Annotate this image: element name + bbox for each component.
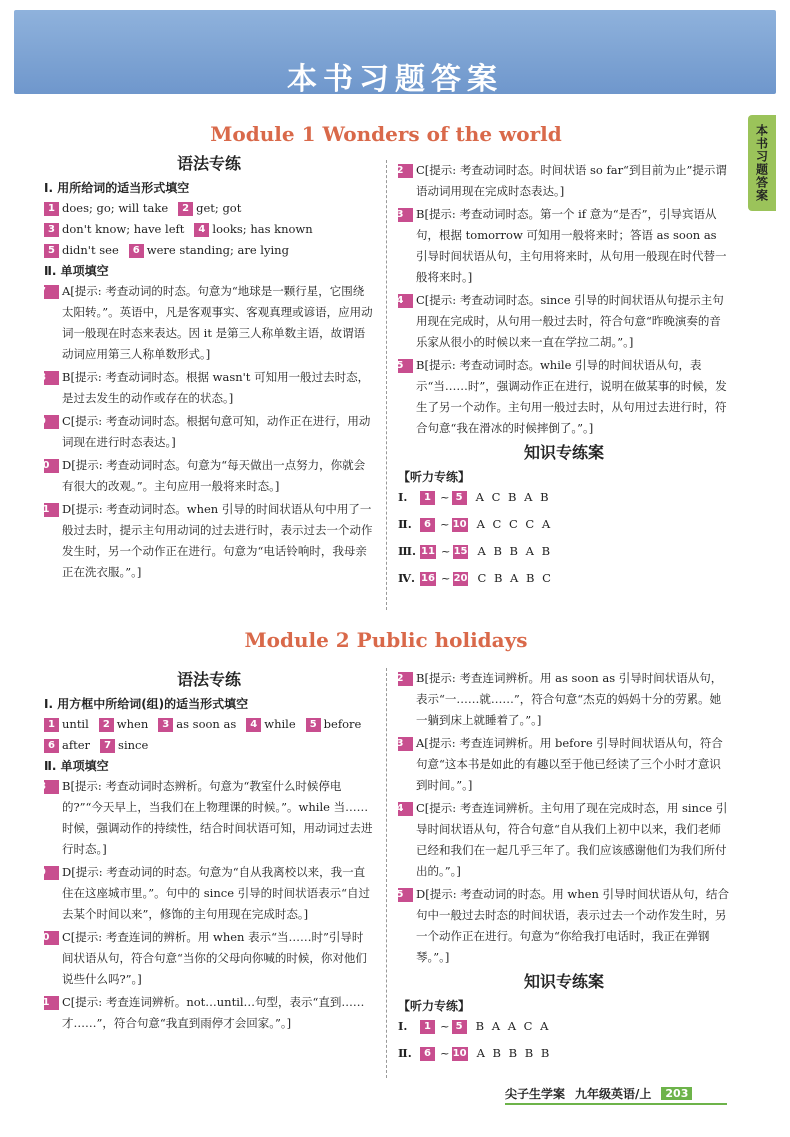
module2-listening-title: 【听力专练】 (398, 999, 471, 1013)
module1-sec2-title: Ⅱ. 单项填空 (44, 264, 109, 278)
answer-item (35, 927, 374, 990)
number-box: 1 (420, 491, 435, 505)
listening-row (398, 1043, 730, 1064)
fill-answer: get; got (196, 201, 242, 215)
answer-item (39, 862, 374, 925)
range-tilde: ~ (440, 517, 450, 531)
module2-divider (386, 668, 387, 1078)
fill-answer: as soon as (176, 717, 237, 731)
fill-item (44, 219, 184, 240)
module1-listening-title: 【听力专练】 (398, 470, 471, 484)
fill-item (44, 240, 119, 261)
module1-right-column (389, 160, 730, 595)
module1-divider (386, 160, 387, 610)
number-box: 8 (44, 371, 59, 385)
number-box: 3 (44, 223, 59, 237)
number-box: 15 (453, 546, 468, 557)
listening-answers: A B B B B (476, 1046, 552, 1060)
answer-item (389, 668, 730, 731)
fill-item (44, 735, 90, 756)
listening-answers: C B A B C (477, 571, 553, 585)
module2-knowledge-title: 知识专练案 (523, 972, 604, 991)
fill-answer: were standing; are lying (146, 243, 289, 257)
page-footer (505, 1083, 727, 1105)
answer-item (389, 884, 730, 968)
answer-item (35, 455, 374, 497)
answer-item (39, 411, 374, 453)
module2-right-column (389, 668, 730, 1070)
number-box: 3 (158, 718, 173, 732)
answer-item (35, 992, 374, 1034)
fill-answer: don't know; have left (62, 222, 185, 236)
fill-item (100, 735, 148, 756)
number-box: 5 (452, 1020, 467, 1034)
number-box: 2 (178, 202, 193, 216)
answer-text: D[提示: 考查动词的时态。句意为“自从我离校以来，我一直住在这座城市里。”。句中的 since 引导的时间状语表示“自过去某个时间以来”，修饰的主句用现在完成时态。] (62, 865, 371, 921)
answer-item (35, 499, 374, 583)
answer-item (39, 776, 374, 860)
number-box: 16 (421, 573, 435, 584)
answer-item (389, 355, 730, 439)
number-box: 5 (306, 718, 321, 732)
fill-answer: after (62, 738, 91, 752)
answer-text: C[提示: 考查动词时态。时间状语 so far“到目前为止”提示谓语动词用现在完成时态表达。] (416, 163, 727, 198)
number-box: 4 (246, 718, 261, 732)
range-tilde: ~ (440, 1046, 450, 1060)
module1-grammar-title: 语法专练 (176, 154, 241, 173)
fill-answer: looks; has known (212, 222, 313, 236)
number-box: 13 (398, 737, 413, 751)
answer-text: C[提示: 考查连词辨析。not…until…句型，表示“直到……才……”，符合句意“我直到雨停才会回家。”。] (62, 995, 365, 1030)
number-box: 11 (44, 996, 59, 1010)
range-tilde: ~ (440, 1019, 450, 1033)
fill-answer: while (264, 717, 296, 731)
number-box: 5 (452, 491, 467, 505)
fill-item (246, 714, 295, 735)
module2-sec2-title: Ⅱ. 单项填空 (44, 759, 109, 773)
fill-item (44, 198, 168, 219)
number-box: 14 (398, 802, 413, 816)
answer-text: B[提示: 考查动词时态。根据 wasn't 可知用一般过去时态，是过去发生的动作或存在的状态。] (62, 370, 370, 405)
number-box: 4 (194, 223, 209, 237)
listening-row (398, 1016, 730, 1037)
answer-text: C[提示: 考查连词辨析。主句用了现在完成时态，用 since 引导时间状语从句，符合句意“自从我们上初中以来，我们老师已经和我们在一起几乎三年了。我们应该感谢他们为我们所付出的。”。] (416, 801, 728, 878)
listening-label: Ⅳ. (398, 571, 416, 585)
page-title: 本书习题答案 (287, 62, 503, 97)
number-box: 10 (44, 459, 59, 473)
number-box: 10 (452, 519, 467, 530)
answer-text: B[提示: 考查动词时态。while 引导的时间状语从句，表示“当……时”，强调动作正在进行，说明在做某事的时候，发生了另一个动作。主句用一般过去时，从句用过去进行时，符合句意“我在滑冰的时候摔倒了。”。] (416, 358, 727, 435)
module2-left-items (35, 776, 374, 1034)
range-tilde: ~ (440, 544, 451, 558)
fill-item (178, 198, 241, 219)
footer-grade: 九年级英语/上 (575, 1086, 652, 1101)
number-box: 13 (398, 208, 413, 222)
answer-text: C[提示: 考查动词时态。根据句意可知，动作正在进行，用动词现在进行时态表达。] (62, 414, 371, 449)
number-box: 20 (453, 573, 468, 584)
number-box: 1 (44, 718, 59, 732)
fill-item (129, 240, 289, 261)
number-box: 11 (421, 546, 435, 557)
answer-item (389, 160, 730, 202)
answer-text: D[提示: 考查动词时态。句意为“每天做出一点努力，你就会有很大的改观。”。主句应用一般将来时态。] (62, 458, 366, 493)
answer-text: C[提示: 考查连词的辨析。用 when 表示“当……时”引导时间状语从句，符合句意“当你的父母向你喊的时候，你对他们说些什么吗?”。] (62, 930, 367, 986)
answer-item (389, 204, 730, 288)
listening-label: Ⅱ. (398, 1046, 412, 1060)
module1-sec1-title: Ⅰ. 用所给词的适当形式填空 (44, 181, 190, 195)
number-box: 1 (420, 1020, 435, 1034)
module1-knowledge-title: 知识专练案 (523, 443, 604, 462)
listening-row (398, 514, 730, 535)
footer-book: 尖子生学案 (505, 1086, 566, 1101)
answer-text: A[提示: 考查动词的时态。句意为“地球是一颗行星，它围绕太阳转。”。英语中，凡是客观事实、客观真理或谚语，应用动词一般现在时态来表达。因 it 是第三人称单数主语，故谓语动词应用第三人称单数形式。] (62, 284, 373, 361)
module2-right-items (389, 668, 730, 968)
number-box: 6 (129, 244, 144, 258)
fill-item (158, 714, 236, 735)
fill-answer: since (118, 738, 149, 752)
number-box: 5 (44, 244, 59, 258)
answer-text: B[提示: 考查动词时态。第一个 if 意为“是否”，引导宾语从句，根据 tomorrow 可知用一般将来时；答语 as soon as 引导时间状语从句，主句用将来时，从句用一般现在时代替一般将来时。] (416, 207, 727, 284)
module1-fill-list (44, 198, 374, 261)
listening-row (398, 487, 730, 508)
answer-text: B[提示: 考查连词辨析。用 as soon as 引导时间状语从句，表示“一……就……”，符合句意“杰克的妈妈十分的劳累。她一躺到床上就睡着了。”。] (416, 671, 723, 727)
number-box: 12 (398, 164, 413, 178)
number-box: 12 (398, 672, 413, 686)
number-box: 15 (398, 359, 413, 373)
listening-label: Ⅰ. (398, 1019, 408, 1033)
fill-item (194, 219, 312, 240)
fill-item (44, 714, 89, 735)
number-box: 6 (420, 1047, 435, 1061)
module2-sec1-title: Ⅰ. 用方框中所给词(组)的适当形式填空 (44, 697, 249, 711)
module1-left-column (35, 150, 374, 585)
fill-answer: until (62, 717, 89, 731)
module2-fill-list (44, 714, 374, 756)
fill-answer: does; go; will take (62, 201, 169, 215)
number-box: 6 (44, 739, 59, 753)
answer-item (389, 798, 730, 882)
answer-text: D[提示: 考查动词的时态。用 when 引导时间状语从句，结合句中一般过去时态的时间状语，表示过去一个动作发生时，另一个动作正在进行。句意为“你给我打电话时，我正在弹钢琴。”。] (416, 887, 730, 964)
number-box: 9 (44, 415, 59, 429)
module1-left-items (35, 281, 374, 583)
answer-text: C[提示: 考查动词时态。since 引导的时间状语从句提示主句用现在完成时，从句用一般过去时，符合句意“昨晚演奏的音乐家从很小的时候以来一直在学拉二胡。”。] (416, 293, 724, 349)
fill-answer: before (323, 717, 362, 731)
number-box: 1 (44, 202, 59, 216)
listening-label: Ⅲ. (398, 544, 417, 558)
module1-right-items (389, 160, 730, 439)
number-box: 6 (420, 518, 435, 532)
number-box: 7 (44, 285, 59, 299)
fill-answer: when (116, 717, 149, 731)
fill-item (99, 714, 148, 735)
number-box: 10 (44, 931, 59, 945)
module1-listening-list (398, 487, 730, 589)
number-box: 2 (99, 718, 114, 732)
listening-label: Ⅱ. (398, 517, 412, 531)
listening-label: Ⅰ. (398, 490, 408, 504)
listening-answers: A C B A B (475, 490, 551, 504)
header-banner (14, 10, 776, 97)
module2-left-column (35, 666, 374, 1036)
answer-item (389, 733, 730, 796)
listening-answers: B A A C A (475, 1019, 551, 1033)
fill-answer: didn't see (62, 243, 119, 257)
answer-text: D[提示: 考查动词时态。when 引导的时间状语从句中用了一般过去时，提示主句用动词的过去进行时，表示过去一个动作发生时，另一个动作正在进行。句意为“电话铃响时，我母亲正在洗衣服。”。] (62, 502, 373, 579)
module2-listening-list (398, 1016, 730, 1064)
number-box: 15 (398, 888, 413, 902)
module2-title: Module 2 Public holidays (244, 628, 528, 652)
answer-item (389, 290, 730, 353)
fill-item (306, 714, 362, 735)
number-box: 10 (452, 1048, 467, 1059)
module1-title: Module 1 Wonders of the world (210, 122, 562, 146)
number-box: 7 (100, 739, 115, 753)
number-box: 8 (44, 780, 59, 794)
answer-text: B[提示: 考查动词时态辨析。句意为“教室什么时候停电的?”“今天早上，当我们在上物理课的时候。”。while 当……时候，强调动作的持续性，结合时间状语可知，用动词过去进行时态。] (62, 779, 373, 856)
range-tilde: ~ (440, 490, 450, 504)
module2-grammar-title: 语法专练 (176, 670, 241, 689)
listening-answers: A C C C A (476, 517, 553, 531)
answer-item (39, 367, 374, 409)
range-tilde: ~ (440, 571, 451, 585)
answer-item (39, 281, 374, 365)
listening-row (398, 568, 730, 589)
listening-answers: A B B A B (477, 544, 553, 558)
listening-row (398, 541, 730, 562)
number-box: 9 (44, 866, 59, 880)
number-box: 14 (398, 294, 413, 308)
page-number: 203 (661, 1087, 692, 1100)
side-tab-label: 本书习题答案 (754, 124, 769, 202)
answer-text: A[提示: 考查连词辨析。用 before 引导时间状语从句，符合句意“这本书是如此的有趣以至于他已经读了三个小时才意识到时间。”。] (416, 736, 723, 792)
number-box: 11 (44, 503, 59, 517)
